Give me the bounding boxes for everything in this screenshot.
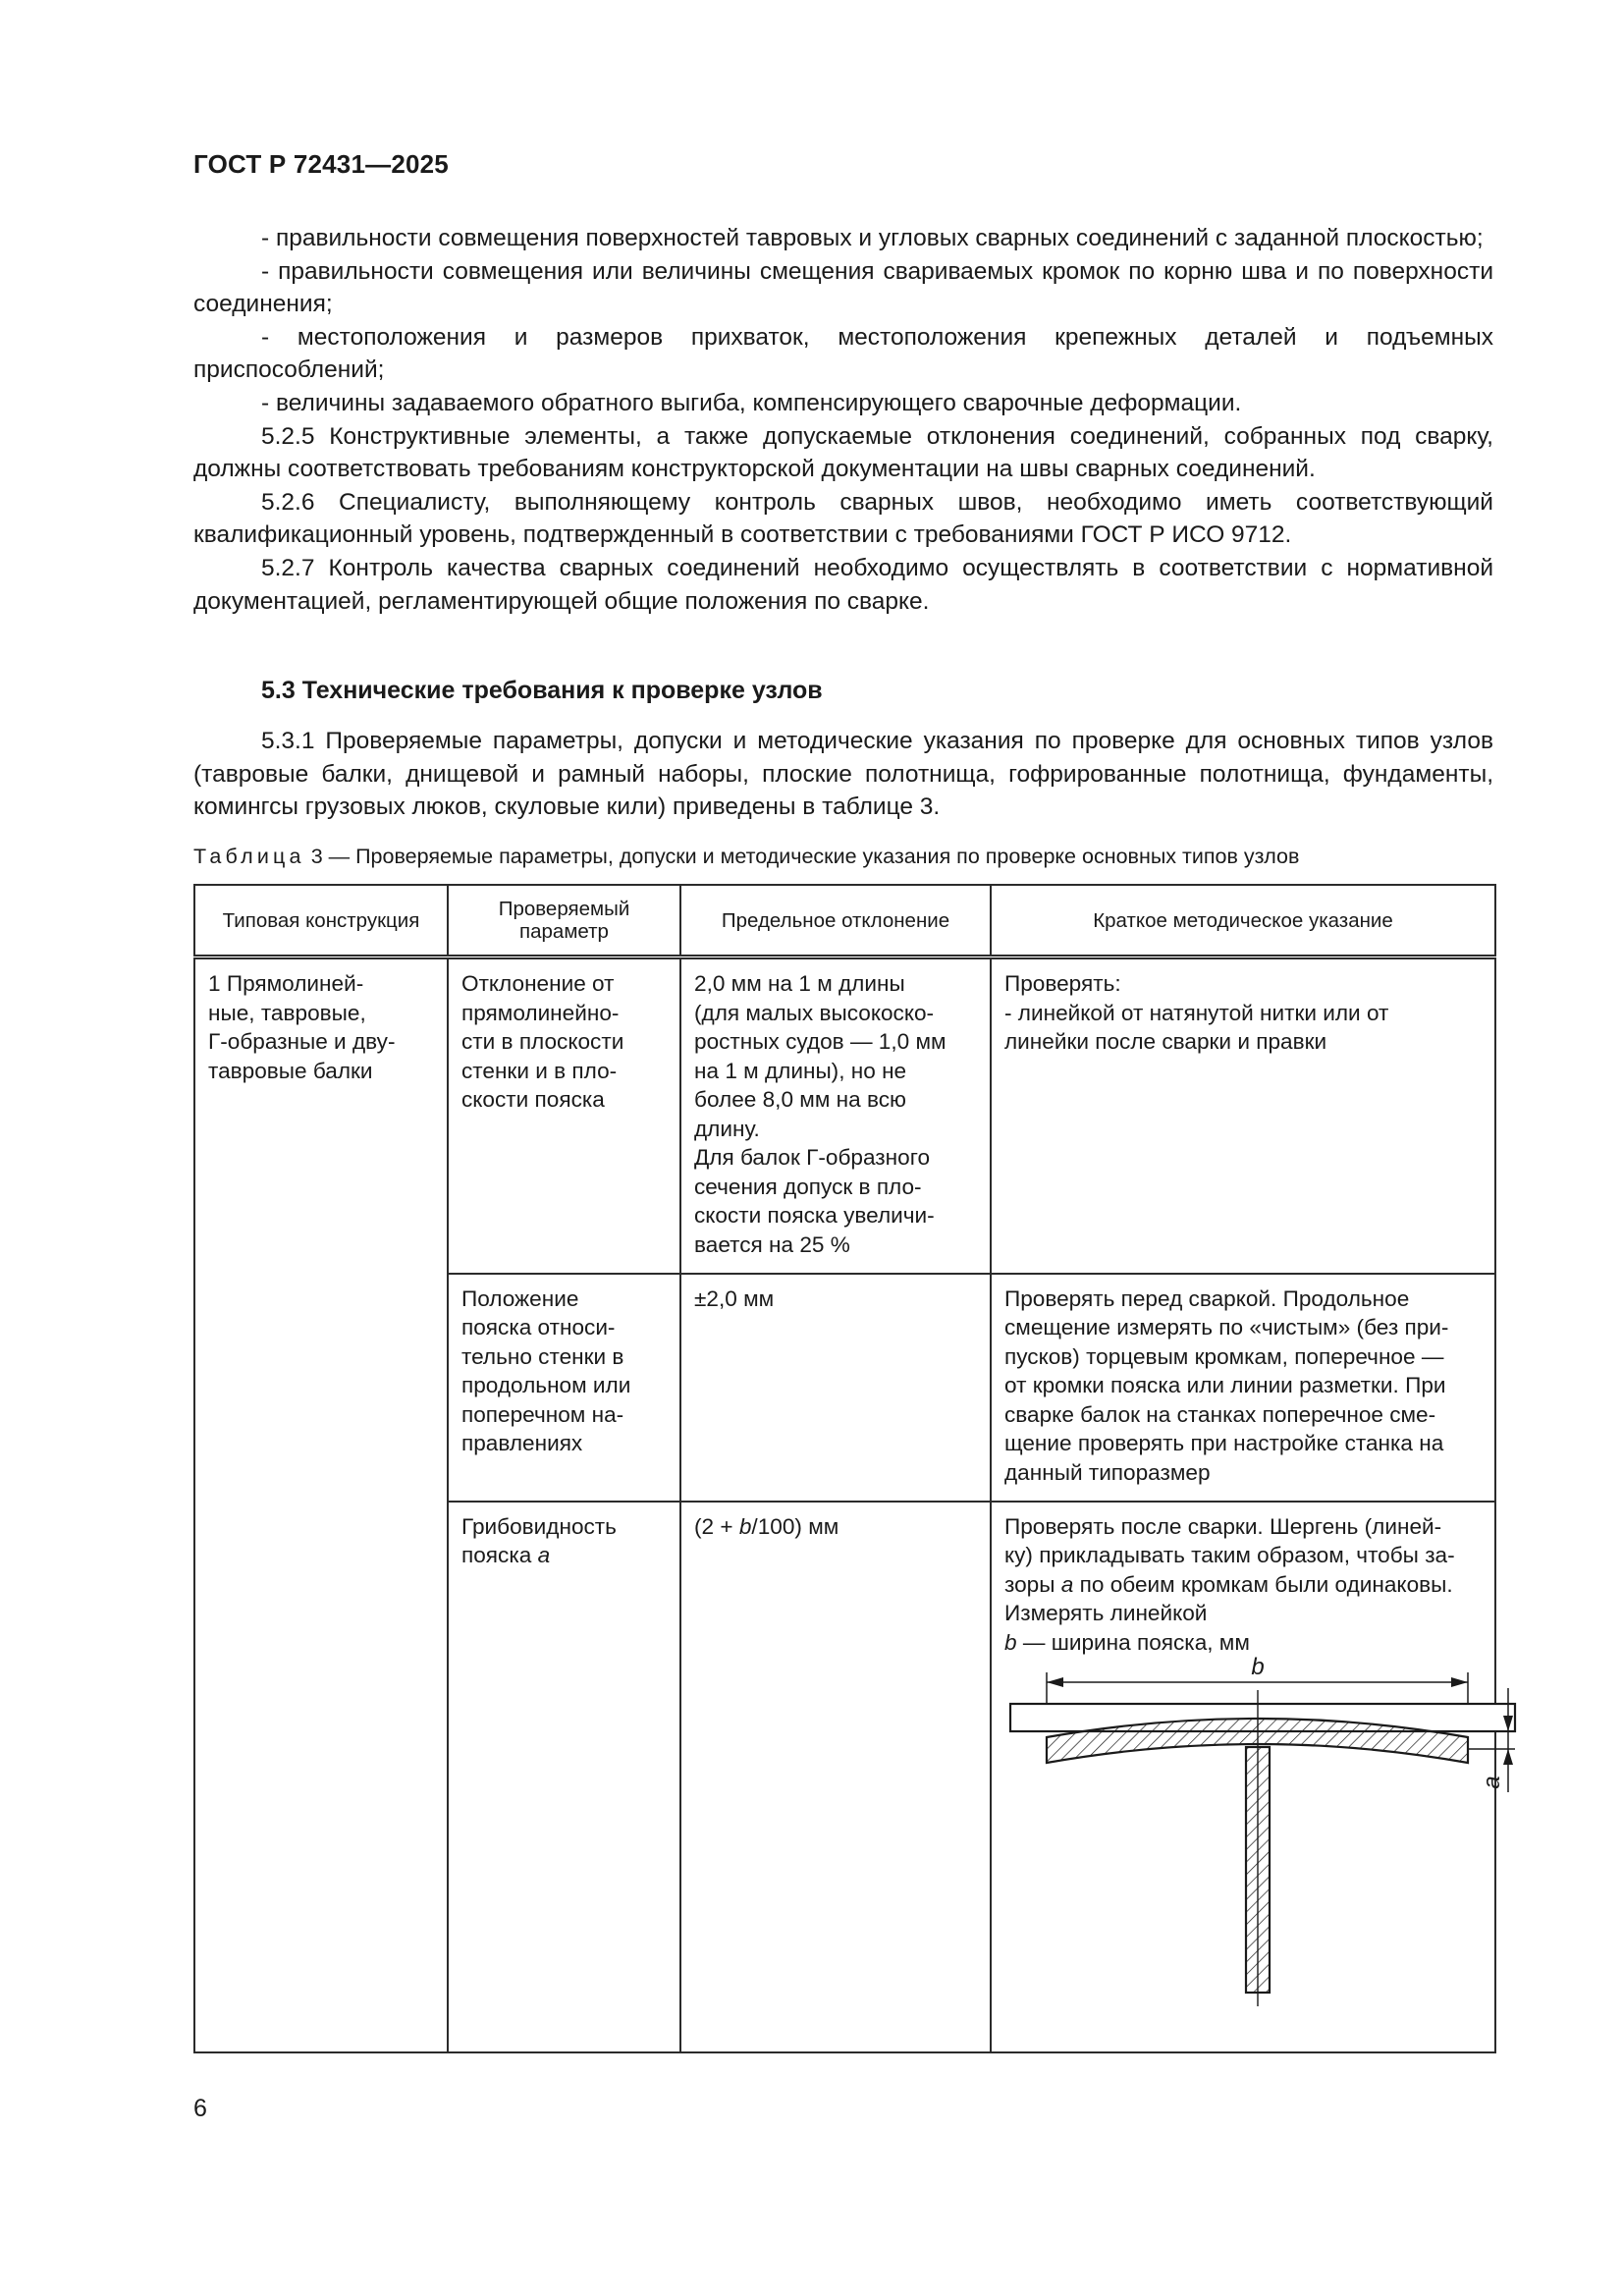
cell-line: поперечном на- <box>461 1401 624 1427</box>
cell-line <box>461 1541 670 1570</box>
cell-line: ные, тавровые, <box>208 1000 366 1025</box>
paragraph-5-2-7: 5.2.7 Контроль качества сварных соединений необходимо осуществлять в соответствии с нормативной документацией, регламентирующей общие положения по сварке. <box>193 554 1493 615</box>
cell-line: сварке балок на станках поперечное сме- <box>1004 1401 1436 1427</box>
cell-line: пояска относи- <box>461 1315 616 1339</box>
deviation-cell <box>680 957 991 1274</box>
paragraph-5-2-5: 5.2.5 Конструктивные элементы, а также допускаемые отклонения соединений, собранных под сварку, должны соответствовать требованиям конструкторской документации на швы сварных соединений. <box>193 422 1493 483</box>
cell-line: Г-образные и дву- <box>208 1029 396 1054</box>
cell-text: зоры <box>1004 1571 1061 1597</box>
table-caption <box>193 845 1299 869</box>
parameter-cell <box>448 957 680 1274</box>
header-parameter: Проверяемый параметр <box>448 885 680 957</box>
cell-line: щение проверять при настройке станка на <box>1004 1431 1444 1455</box>
page-number: 6 <box>193 2095 207 2122</box>
body-text <box>193 222 1493 618</box>
cell-text: — ширина пояска, мм <box>1016 1629 1250 1655</box>
header-construction: Типовая конструкция <box>194 885 448 957</box>
cell-line: вается на 25 % <box>694 1231 850 1257</box>
paragraph: - местоположения и размеров прихваток, местоположения крепежных деталей и подъемных приспособлений; <box>193 323 1493 384</box>
table-header-row <box>194 885 1495 957</box>
cell-line: правлениях <box>461 1431 583 1455</box>
variable-b: b <box>738 1513 752 1539</box>
table-caption-label: Таблица <box>193 845 305 868</box>
cell-line <box>694 1512 980 1542</box>
section-title: 5.3 Технические требования к проверке узлов <box>261 677 823 704</box>
cell-line: скости пояска <box>461 1087 605 1112</box>
cell-line: ку) прикладывать таким образом, чтобы за- <box>1004 1543 1455 1567</box>
method-cell <box>991 1274 1495 1502</box>
cell-line: 2,0 мм на 1 м длины <box>694 971 905 996</box>
cell-line: ростных судов — 1,0 мм <box>694 1029 947 1054</box>
mushrooming-diagram-svg <box>985 1654 1505 2044</box>
variable-b: b <box>1004 1629 1017 1655</box>
cell-line: длину. <box>694 1116 760 1141</box>
variable-a: a <box>537 1543 551 1567</box>
method-cell <box>991 1502 1505 2053</box>
method-cell <box>991 957 1495 1274</box>
dim-a-arrow-bottom <box>1503 1749 1513 1765</box>
dim-a-label: a <box>1479 1776 1505 1789</box>
cell-line: смещение измерять по «чистым» (без при- <box>1004 1315 1449 1339</box>
cell-line: на 1 м длины), но не <box>694 1058 907 1083</box>
table-caption-text: 3 — Проверяемые параметры, допуски и методические указания по проверке основных типов узлов <box>310 845 1300 868</box>
cell-line: Измерять линейкой <box>1004 1601 1208 1625</box>
header-method: Краткое методическое указание <box>991 885 1495 957</box>
cell-line: от кромки пояска или линии разметки. При <box>1004 1373 1446 1397</box>
construction-cell <box>194 957 448 2053</box>
parameter-cell <box>448 1502 680 2053</box>
cell-line: линейки после сварки и правки <box>1004 1029 1327 1054</box>
table-row <box>194 957 1495 1274</box>
cell-line: Положение <box>461 1285 579 1311</box>
document-header: ГОСТ Р 72431—2025 <box>193 149 449 179</box>
cell-text: пояска <box>461 1543 532 1567</box>
cell-line: Проверять после сварки. Шергень (линей- <box>1004 1513 1442 1539</box>
cell-line: Отклонение от <box>461 971 615 996</box>
deviation-cell <box>680 1502 991 2053</box>
cell-line: более 8,0 мм на всю <box>694 1087 906 1112</box>
cell-line: данный типоразмер <box>1004 1459 1211 1485</box>
cell-line: скости пояска увеличи- <box>694 1203 935 1228</box>
variable-a: a <box>1060 1571 1074 1597</box>
cell-line: сти в плоскости <box>461 1029 624 1054</box>
cell-line: стенки и в пло- <box>461 1058 618 1083</box>
cell-line: тельно стенки в <box>461 1343 624 1369</box>
cell-text: /100) мм <box>751 1513 839 1539</box>
cell-line: тавровые балки <box>208 1058 373 1083</box>
cell-text: (2 + <box>694 1513 739 1539</box>
cell-line: Проверять: <box>1004 971 1121 996</box>
cell-line <box>1004 1570 1485 1600</box>
cell-line: Грибовидность <box>461 1513 617 1539</box>
spec-table <box>193 884 1505 2053</box>
cell-line: - линейкой от натянутой нитки или от <box>1004 1000 1389 1025</box>
dim-b-arrow-right <box>1451 1677 1468 1687</box>
cell-line: сечения допуск в пло- <box>694 1174 922 1199</box>
header-deviation: Предельное отклонение <box>680 885 991 957</box>
cell-line: (для малых высокоско- <box>694 1000 935 1025</box>
beam-diagram <box>985 1654 1505 2044</box>
deviation-cell <box>680 1274 991 1502</box>
cell-line: Для балок Г-образного <box>694 1145 931 1170</box>
dim-b-arrow-left <box>1047 1677 1063 1687</box>
cell-line: продольном или <box>461 1373 631 1397</box>
paragraph: - правильности совмещения или величины смещения свариваемых кромок по корню шва и по поверхности соединения; <box>193 257 1493 318</box>
cell-line: Проверять перед сваркой. Продольное <box>1004 1285 1410 1311</box>
dim-b-label: b <box>1251 1654 1265 1680</box>
cell-line: прямолинейно- <box>461 1000 620 1025</box>
paragraph-5-2-6: 5.2.6 Специалисту, выполняющему контроль сварных швов, необходимо иметь соответствующий квалификационный уровень, подтвержденный в соответствии с требованиями ГОСТ Р ИСО 9712. <box>193 488 1493 549</box>
parameter-cell <box>448 1274 680 1502</box>
cell-text: по обеим кромкам были одинаковы. <box>1073 1571 1453 1597</box>
cell-line <box>1004 1628 1485 1658</box>
paragraph: - правильности совмещения поверхностей тавровых и угловых сварных соединений с заданной плоскостью; <box>261 225 1484 251</box>
cell-line: 1 Прямолиней- <box>208 971 364 996</box>
paragraph-5-3-1: 5.3.1 Проверяемые параметры, допуски и методические указания по проверке для основных типов узлов (тавровые балки, днищевой и рамный наборы, плоские полотнища, гофрированные полотнища, фундаменты, комингсы грузовых люков, скуловые кили) приведены в таблице 3. <box>193 728 1493 821</box>
paragraph: - величины задаваемого обратного выгиба, компенсирующего сварочные деформации. <box>261 389 1242 416</box>
cell-line: ±2,0 мм <box>694 1285 775 1311</box>
cell-line: пусков) торцевым кромкам, поперечное — <box>1004 1343 1444 1369</box>
